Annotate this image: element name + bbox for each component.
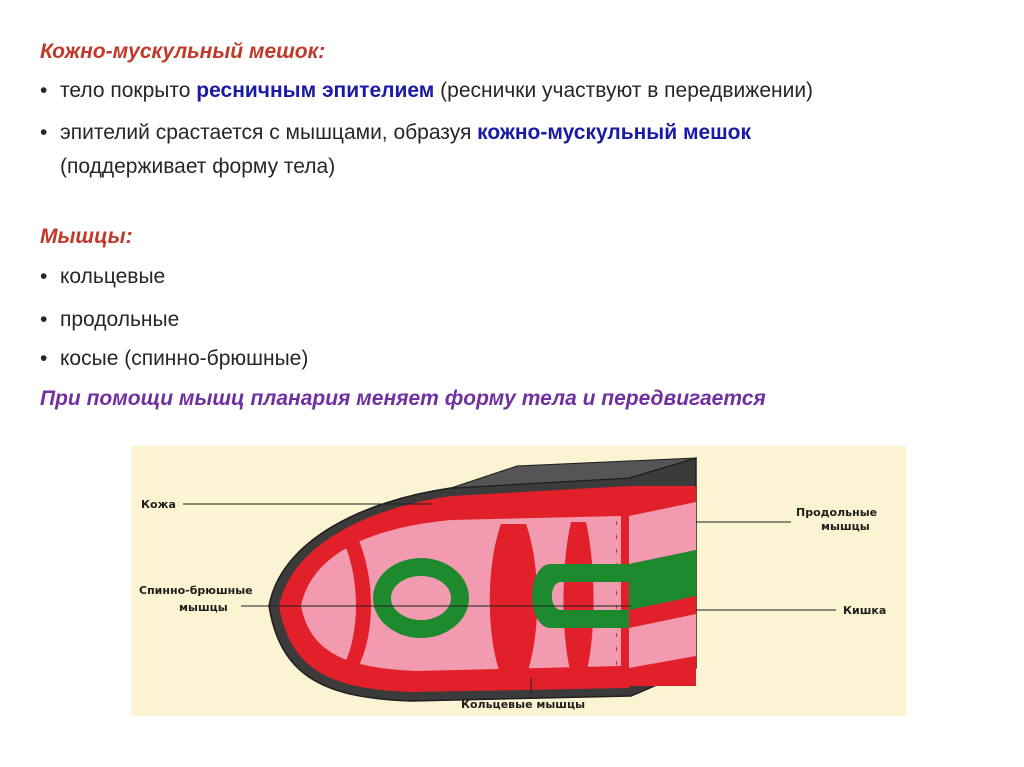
bullet-marker: •: [40, 265, 48, 288]
dorsoventral-muscle: [490, 524, 538, 676]
highlight-term: ресничным эпителием: [196, 79, 435, 102]
section-heading-muscles: Мышцы:: [40, 225, 133, 248]
gut-lumen: [391, 576, 451, 620]
label-dorsoventral-1: Спинно-брюшные: [139, 584, 253, 597]
bullet-marker: •: [40, 347, 48, 370]
muscle-item-oblique: [40, 344, 308, 374]
label-gut: Кишка: [843, 604, 887, 617]
bullet-continuation: (поддерживает форму тела): [60, 155, 336, 178]
bullet-ciliated-epithelium: [40, 76, 813, 106]
label-longitudinal-1: Продольные: [796, 506, 878, 519]
label-dorsoventral-2: мышцы: [179, 601, 228, 614]
bullet-text: эпителий срастается с мышцами, образуя: [60, 121, 478, 144]
muscle-item-longitudinal: [40, 305, 179, 335]
summary-statement: При помощи мышц планария меняет форму тела и передвигается: [40, 387, 766, 410]
planarian-cross-section-figure: [131, 446, 906, 716]
label-skin: Кожа: [141, 498, 176, 511]
bullet-text: (реснички участвуют в передвижении): [434, 79, 814, 102]
muscle-label: косые (спинно-брюшные): [60, 347, 309, 370]
bullet-marker: •: [40, 308, 48, 331]
bullet-marker: •: [40, 79, 48, 102]
muscle-item-circular: [40, 262, 165, 292]
highlight-term: кожно-мускульный мешок: [477, 121, 752, 144]
label-circular-muscles: Кольцевые мышцы: [461, 698, 586, 711]
bullet-marker: •: [40, 121, 48, 144]
bullet-epithelium-fuses: [40, 118, 751, 148]
section-heading-skin-muscle-sac: Кожно-мускульный мешок:: [40, 40, 326, 63]
muscle-label: продольные: [60, 308, 180, 331]
bullet-text: тело покрыто: [60, 79, 197, 102]
label-longitudinal-2: мышцы: [821, 520, 870, 533]
dorsoventral-muscle: [564, 522, 594, 674]
planarian-diagram: [131, 446, 906, 716]
muscle-label: кольцевые: [60, 265, 166, 288]
